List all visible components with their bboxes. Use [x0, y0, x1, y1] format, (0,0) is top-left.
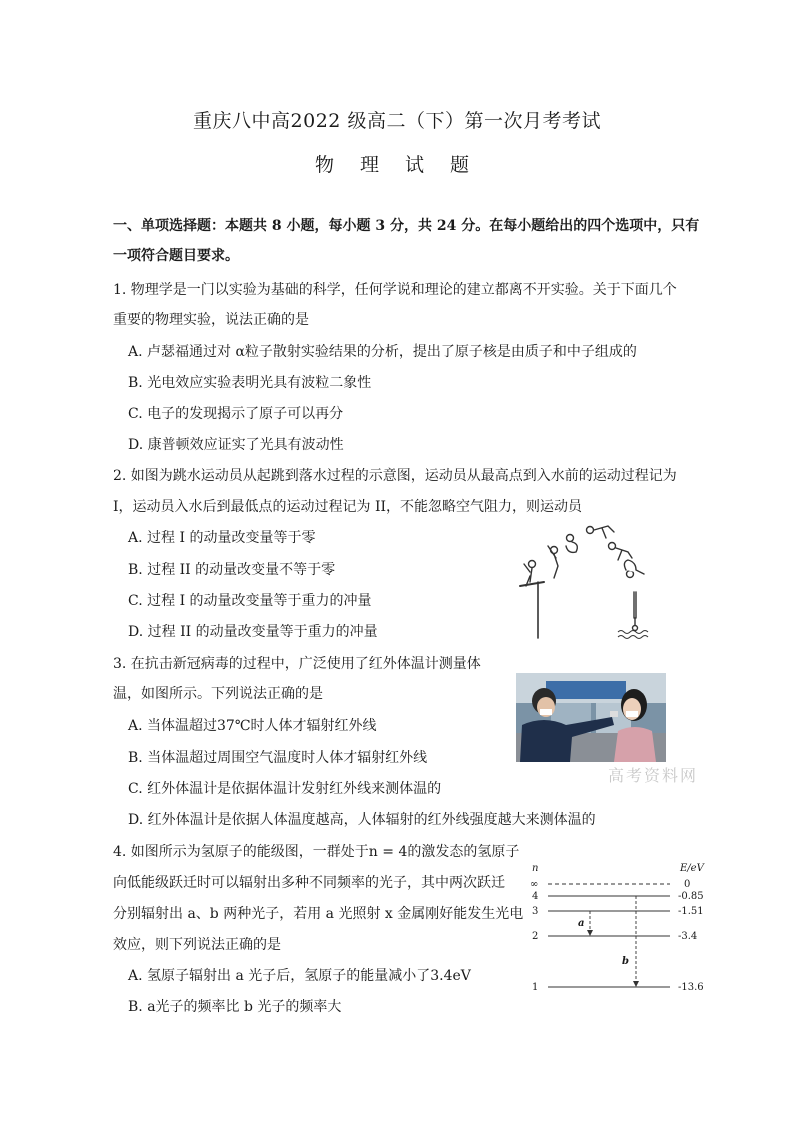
level-e-3: -1.51	[678, 906, 704, 917]
transition-b-arrowhead	[633, 981, 639, 987]
transition-a-label: a	[578, 918, 585, 929]
q4-stem: 4. 如图所示为氢原子的能级图，一群处于n = 4的激发态的氢原子	[113, 844, 520, 860]
level-n-1: 1	[532, 982, 539, 993]
q3-option-c: C. 红外体温计是依据体温计发射红外线来测体温的	[128, 781, 442, 797]
level-e-4: -0.85	[678, 891, 704, 902]
q3-option-d: D. 红外体温计是依据人体温度越高，人体辐射的红外线强度越大来测体温的	[128, 812, 596, 828]
q2-stem: 2. 如图为跳水运动员从起跳到落水过程的示意图，运动员从最高点到入水前的运动过程记为	[113, 468, 677, 484]
q1-stem: 1. 物理学是一门以实验为基础的科学，任何学说和理论的建立都离不开实验。关于下面几个	[113, 282, 677, 298]
transition-a-arrowhead	[587, 930, 593, 936]
level-n-3: 3	[532, 906, 539, 917]
section1-heading: 一、单项选择题：本题共 8 小题，每小题 3 分，共 24 分。在每小题给出的四个选项中，只有	[113, 218, 700, 234]
transition-b-label: b	[622, 956, 629, 967]
level-e-1: -13.6	[678, 982, 704, 993]
q1-option-d: D. 康普顿效应证实了光具有波动性	[128, 437, 344, 453]
diving-sequence-figure	[518, 520, 658, 642]
q4-option-a: A. 氢原子辐射出 a 光子后，氢原子的能量减小了3.4eV	[128, 968, 471, 984]
q2-stem-cont: I，运动员入水后到最低点的运动过程记为 II，不能忽略空气阻力，则运动员	[113, 499, 583, 515]
level-n-4: 4	[532, 891, 539, 902]
level-e-2: -3.4	[678, 931, 698, 942]
q2-option-d: D. 过程 II 的动量改变量等于重力的冲量	[128, 624, 378, 640]
q1-option-a: A. 卢瑟福通过对 α粒子散射实验结果的分析，提出了原子核是由质子和中子组成的	[128, 344, 637, 360]
watermark-text: 高考资料网	[608, 766, 699, 785]
q4-stem-cont3: 效应，则下列说法正确的是	[113, 937, 281, 953]
q1-option-c: C. 电子的发现揭示了原子可以再分	[128, 406, 344, 422]
section1-heading-cont: 一项符合题目要求。	[113, 248, 239, 264]
q3-option-a: A. 当体温超过37℃时人体才辐射红外线	[128, 718, 377, 734]
exam-title: 重庆八中高2022 级高二（下）第一次月考考试	[193, 110, 601, 132]
q1-stem-cont: 重要的物理实验，说法正确的是	[113, 312, 309, 328]
q4-stem-cont2: 分别辐射出 a、b 两种光子，若用 a 光照射 x 金属刚好能发生光电	[113, 906, 524, 922]
q3-stem-cont: 温，如图所示。下列说法正确的是	[113, 686, 323, 702]
hydrogen-energy-level-diagram	[528, 860, 728, 1000]
q1-option-b: B. 光电效应实验表明光具有波粒二象性	[128, 375, 372, 391]
level-n-2: 2	[532, 931, 539, 942]
axis-label-energy: E/eV	[680, 863, 704, 874]
temperature-check-photo	[516, 673, 666, 762]
q3-option-b: B. 当体温超过周围空气温度时人体才辐射红外线	[128, 750, 428, 766]
q2-option-c: C. 过程 I 的动量改变量等于重力的冲量	[128, 593, 372, 609]
axis-label-n: n	[532, 863, 539, 874]
q4-option-b: B. a光子的频率比 b 光子的频率大	[128, 999, 342, 1015]
level-e-inf: 0	[684, 879, 691, 890]
level-n-inf: ∞	[530, 879, 539, 890]
exam-subtitle: 物 理 试 题	[314, 154, 480, 176]
q3-stem: 3. 在抗击新冠病毒的过程中，广泛使用了红外体温计测量体	[113, 656, 481, 672]
q2-option-a: A. 过程 I 的动量改变量等于零	[128, 530, 316, 546]
q4-stem-cont1: 向低能级跃迁时可以辐射出多种不同频率的光子，其中两次跃迁	[113, 875, 505, 891]
q2-option-b: B. 过程 II 的动量改变量不等于零	[128, 562, 336, 578]
